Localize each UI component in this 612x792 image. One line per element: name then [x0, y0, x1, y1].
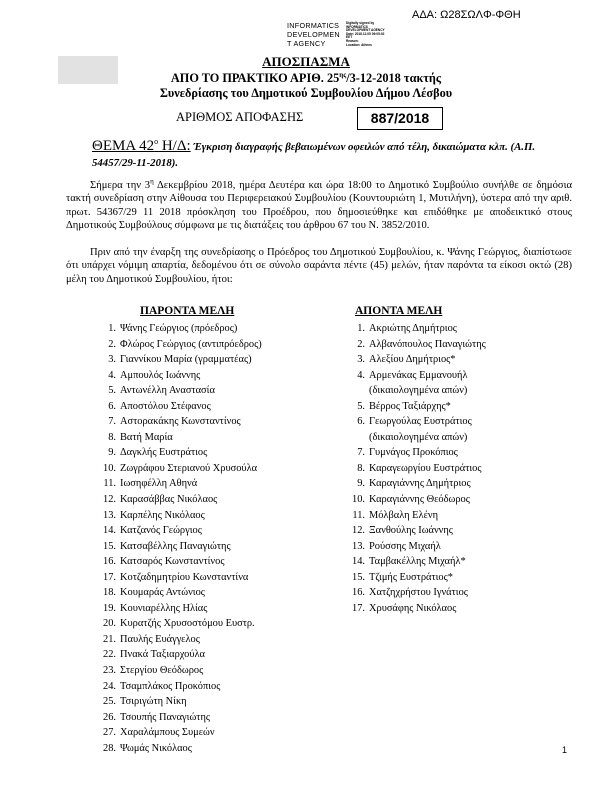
member-number: 4.	[357, 369, 365, 381]
member-name: Αστορακάκης Κωνσταντίνος	[120, 416, 241, 428]
logo-line: T AGENCY	[287, 39, 326, 48]
member-number: 8.	[357, 462, 365, 474]
signature-detail-line: Reason:	[346, 38, 359, 43]
member-number: 18.	[103, 587, 116, 599]
member-list-item	[103, 601, 262, 617]
member-list-item	[103, 476, 262, 492]
member-number: 5.	[357, 400, 365, 412]
member-number: 16.	[103, 556, 116, 568]
member-name: Κουνιαρέλλης Ηλίας	[120, 602, 208, 614]
absent-members-list	[352, 321, 486, 616]
member-name: Καραγιάννης Θεόδωρος	[369, 494, 470, 506]
member-name: Καραγεωργίου Ευστράτιος	[369, 462, 482, 474]
member-list-item	[357, 399, 486, 415]
member-name: Κατσαβέλλης Παναγιώτης	[120, 540, 231, 552]
member-name: Αντωνέλλη Αναστασία	[120, 385, 215, 397]
ada-code: ΑΔΑ: Ω28ΣΩΛΦ-ΦΘΗ	[412, 9, 521, 21]
member-list-item	[357, 321, 486, 337]
member-list-item	[103, 679, 262, 695]
member-list-item	[108, 399, 262, 415]
member-list-item	[103, 647, 262, 663]
member-name: Γεωργούλας Ευστράτιος	[369, 416, 472, 428]
member-list-item	[103, 523, 262, 539]
member-name: Τσιριγώτη Νίκη	[120, 696, 187, 708]
member-list-item	[103, 492, 262, 508]
member-number: 15.	[103, 540, 116, 552]
member-number: 2.	[357, 338, 365, 350]
absent-members-heading: ΑΠΟΝΤΑ ΜΕΛΗ	[355, 305, 443, 317]
member-name: Ακριώτης Δημήτριος	[369, 323, 457, 334]
signature-detail-line: Digitally signed by	[346, 21, 375, 25]
digital-signature-stamp	[287, 21, 387, 49]
signature-detail-line: EET	[346, 35, 353, 40]
subject-text: Έγκριση διαγραφής βεβαιωμένων οφειλών από τέλη, δικαιώματα κλπ. (Α.Π. 54457/29-11-2018).	[92, 141, 536, 169]
member-name: Καρασάββας Νικόλαος	[120, 494, 218, 506]
member-list-item	[108, 321, 262, 337]
member-name: Τσουπής Παναγιώτης	[120, 711, 211, 723]
member-name: Ταμβακέλλης Μιχαήλ*	[369, 556, 466, 568]
member-number: 23.	[103, 665, 116, 677]
opening-paragraph: Σήμερα την $3^\eta$ Δεκεμβρίου 2018, ημέρα Δευτέρα και ώρα 18:00 το Δημοτικό Συμβούλιο συνήλθε σε δημόσια τακτή συνεδρίαση στην Αίθουσα του Περιφερειακού Συμβουλίου (Κουντουριώτη 1, Μυτιλήνη), ύστερα από την αριθ. πρωτ. 54367/29 11 2018 πρόσκληση του Προέδρου, που δημοσιεύθηκε και επιδόθηκε με αποδεικτικό στους Δημοτικούς Συμβούλους σύμφωνα με τις διατάξεις του άρθρου 67 του Ν. 3852/2010.	[66, 177, 572, 232]
member-list-item	[352, 570, 486, 586]
member-name: Φλώρος Γεώργιος (αντιπρόεδρος)	[120, 338, 262, 350]
member-number: 19.	[103, 602, 116, 614]
member-number: 15.	[352, 571, 365, 583]
member-name: Γιαννίκου Μαρία (γραμματέας)	[120, 354, 252, 366]
member-number: 9.	[357, 478, 365, 490]
member-list-item	[103, 539, 262, 555]
member-name: Κατσαρός Κωνσταντίνος	[120, 556, 225, 568]
member-list-item	[103, 710, 262, 726]
member-number: 25.	[103, 696, 116, 708]
member-name: Αλβανόπουλος Παναγιώτης	[369, 338, 486, 350]
member-number: 16.	[352, 587, 365, 599]
member-list-item	[352, 554, 486, 570]
member-number: 11.	[103, 478, 116, 490]
member-number: 1.	[108, 323, 116, 334]
member-number: 4.	[108, 369, 116, 381]
member-name: Δαγκλής Ευστράτιος	[120, 447, 208, 459]
member-name: Χρυσάφης Νικόλαος	[369, 602, 457, 614]
member-list-item	[357, 368, 486, 384]
member-list-item	[357, 445, 486, 461]
member-name: Καρπέλης Νικόλαος	[120, 509, 205, 521]
member-name: Παυλής Ευάγγελος	[120, 633, 200, 645]
member-name: Κατζανός Γεώργιος	[120, 525, 202, 537]
member-name: Ψάνης Γεώργιος (πρόεδρος)	[120, 323, 238, 334]
member-name: Καραγιάννης Δημήτριος	[369, 478, 471, 490]
member-number: 14.	[352, 556, 365, 568]
member-name: Βατή Μαρία	[120, 431, 173, 443]
member-list-item	[103, 570, 262, 586]
signature-detail-line: Location: Athens	[346, 42, 372, 47]
member-number: 26.	[103, 711, 116, 723]
member-name: Κουμαράς Αντώνιος	[120, 587, 205, 599]
signature-detail-line: Date: 2018.12.05 09:05:02	[346, 31, 385, 36]
signature-detail-line: DEVELOPMENT AGENCY	[346, 28, 385, 33]
member-list-item	[357, 476, 486, 492]
member-name: Χαραλάμπους Συμεών	[120, 727, 215, 739]
member-name: Χατζηχρήστου Ιγνάτιος	[369, 587, 468, 599]
member-list-item	[108, 368, 262, 384]
member-list-item	[108, 352, 262, 368]
member-list-item	[103, 663, 262, 679]
member-name: Μόλβαλη Ελένη	[369, 509, 439, 521]
member-number: 6.	[357, 416, 365, 428]
present-members-list	[103, 321, 262, 756]
member-name: Αμπουλός Ιωάννης	[120, 369, 201, 381]
member-name: Κοτζαδημητρίου Κωνσταντίνα	[120, 571, 249, 583]
member-number: 24.	[103, 680, 116, 692]
member-list-item	[103, 585, 262, 601]
member-list-item	[103, 632, 262, 648]
member-number: 17.	[352, 602, 365, 614]
member-number: 10.	[352, 494, 365, 506]
member-list-item	[352, 492, 486, 508]
member-number: 14.	[103, 525, 116, 537]
member-name: Αποστόλου Στέφανος	[120, 400, 211, 412]
minutes-line: ΑΠΟ ΤΟ ΠΡΑΚΤΙΚΟ ΑΡΙΘ. $25^{\eta\varsigma}/3-12-2018$ τακτής	[170, 71, 442, 86]
document-title: ΑΠΟΣΠΑΣΜΑ	[262, 54, 350, 69]
member-list-item	[357, 461, 486, 477]
member-name: (δικαιολογημένα απών)	[369, 385, 468, 397]
member-list-item	[103, 554, 262, 570]
member-number: 17.	[103, 571, 116, 583]
member-name: Αρμενάκας Εμμανουήλ	[369, 369, 468, 381]
member-number: 12.	[103, 494, 116, 506]
member-list-item	[352, 601, 486, 617]
member-number: 2.	[108, 338, 116, 350]
member-name: Κυρατζής Χρυσοστόμου Ευστρ.	[120, 618, 255, 630]
member-number: 3.	[357, 354, 365, 366]
member-list-item	[108, 337, 262, 353]
member-number: 3.	[108, 354, 116, 366]
member-number: 1.	[357, 323, 365, 334]
member-name: Πνακά Ταξιαρχούλα	[120, 649, 205, 661]
member-list-item	[103, 741, 262, 757]
member-list-item	[357, 352, 486, 368]
member-list-item	[108, 414, 262, 430]
decision-label: ΑΡΙΘΜΟΣ ΑΠΟΦΑΣΗΣ	[176, 110, 304, 124]
member-number: 7.	[357, 447, 365, 459]
page-number: 1	[562, 745, 568, 755]
signature-details	[346, 22, 385, 47]
signature-logo-text	[287, 21, 340, 48]
member-list-item	[369, 383, 486, 399]
member-number: 28.	[103, 742, 116, 754]
member-number: 20.	[103, 618, 116, 630]
decision-number-box: 887/2018	[357, 107, 443, 130]
member-name: Βέρρος Ταξιάρχης*	[369, 400, 451, 412]
member-name: Τσαμπλάκος Προκόπιος	[120, 680, 221, 692]
member-list-item	[108, 430, 262, 446]
member-number: 5.	[108, 385, 116, 397]
member-list-item	[352, 508, 486, 524]
member-name: Τζιμής Ευστράτιος*	[369, 571, 453, 583]
member-list-item	[352, 585, 486, 601]
member-number: 10.	[103, 462, 116, 474]
member-name: Ρούσσης Μιχαήλ	[369, 540, 441, 552]
member-list-item	[103, 461, 262, 477]
member-list-item	[108, 383, 262, 399]
subject-label: ΘΕΜΑ $42^o$ Η/Δ:	[92, 137, 191, 154]
member-name: Ιωσηφέλλη Αθηνά	[120, 478, 198, 490]
member-number: 13.	[352, 540, 365, 552]
member-number: 6.	[108, 400, 116, 412]
member-name: Στεργίου Θεόδωρος	[120, 665, 204, 677]
member-list-item	[357, 414, 486, 430]
member-list-item	[103, 725, 262, 741]
member-list-item	[357, 337, 486, 353]
member-name: (δικαιολογημένα απών)	[369, 431, 468, 443]
member-number: 9.	[108, 447, 116, 459]
logo-line: INFORMATICS	[287, 21, 340, 30]
member-name: Ψωμάς Νικόλαος	[120, 742, 192, 754]
session-line: Συνεδρίασης του Δημοτικού Συμβουλίου Δήμου Λέσβου	[159, 86, 453, 100]
member-list-item	[108, 445, 262, 461]
member-number: 21.	[103, 633, 116, 645]
logo-line: DEVELOPMEN	[287, 30, 340, 39]
member-number: 11.	[352, 509, 365, 521]
signature-detail-line: INFORMATICS	[346, 24, 368, 29]
member-list-item	[103, 508, 262, 524]
member-list-item	[352, 539, 486, 555]
present-members-heading: ΠΑΡΟΝΤΑ ΜΕΛΗ	[140, 305, 235, 317]
member-name: Αλεξίου Δημήτριος*	[369, 354, 456, 366]
member-name: Γυμνάγος Προκόπιος	[369, 447, 458, 459]
member-list-item	[103, 616, 262, 632]
member-number: 7.	[108, 416, 116, 428]
member-name: Ξανθούλης Ιωάννης	[369, 525, 453, 537]
member-number: 13.	[103, 509, 116, 521]
quorum-paragraph: Πριν από την έναρξη της συνεδρίασης ο Πρόεδρος του Δημοτικού Συμβουλίου, κ. Ψάνης Γεώργιος, διαπίστωσε ότι υπάρχει νόμιμη απαρτία, δεδομένου ότι σε σύνολο σαράντα πέντε (45) μελών, ήταν παρόντα τα είκοσι οκτώ (28) μέλη του Δημοτικού Συμβουλίου, ήτοι:	[66, 247, 572, 285]
member-number: 27.	[103, 727, 116, 739]
member-list-item	[352, 523, 486, 539]
member-list-item	[369, 430, 486, 446]
member-number: 22.	[103, 649, 116, 661]
member-number: 12.	[352, 525, 365, 537]
member-list-item	[103, 694, 262, 710]
member-name: Ζωγράφου Στεριανού Χρυσούλα	[120, 462, 258, 474]
subject	[92, 134, 572, 171]
member-number: 8.	[108, 431, 116, 443]
